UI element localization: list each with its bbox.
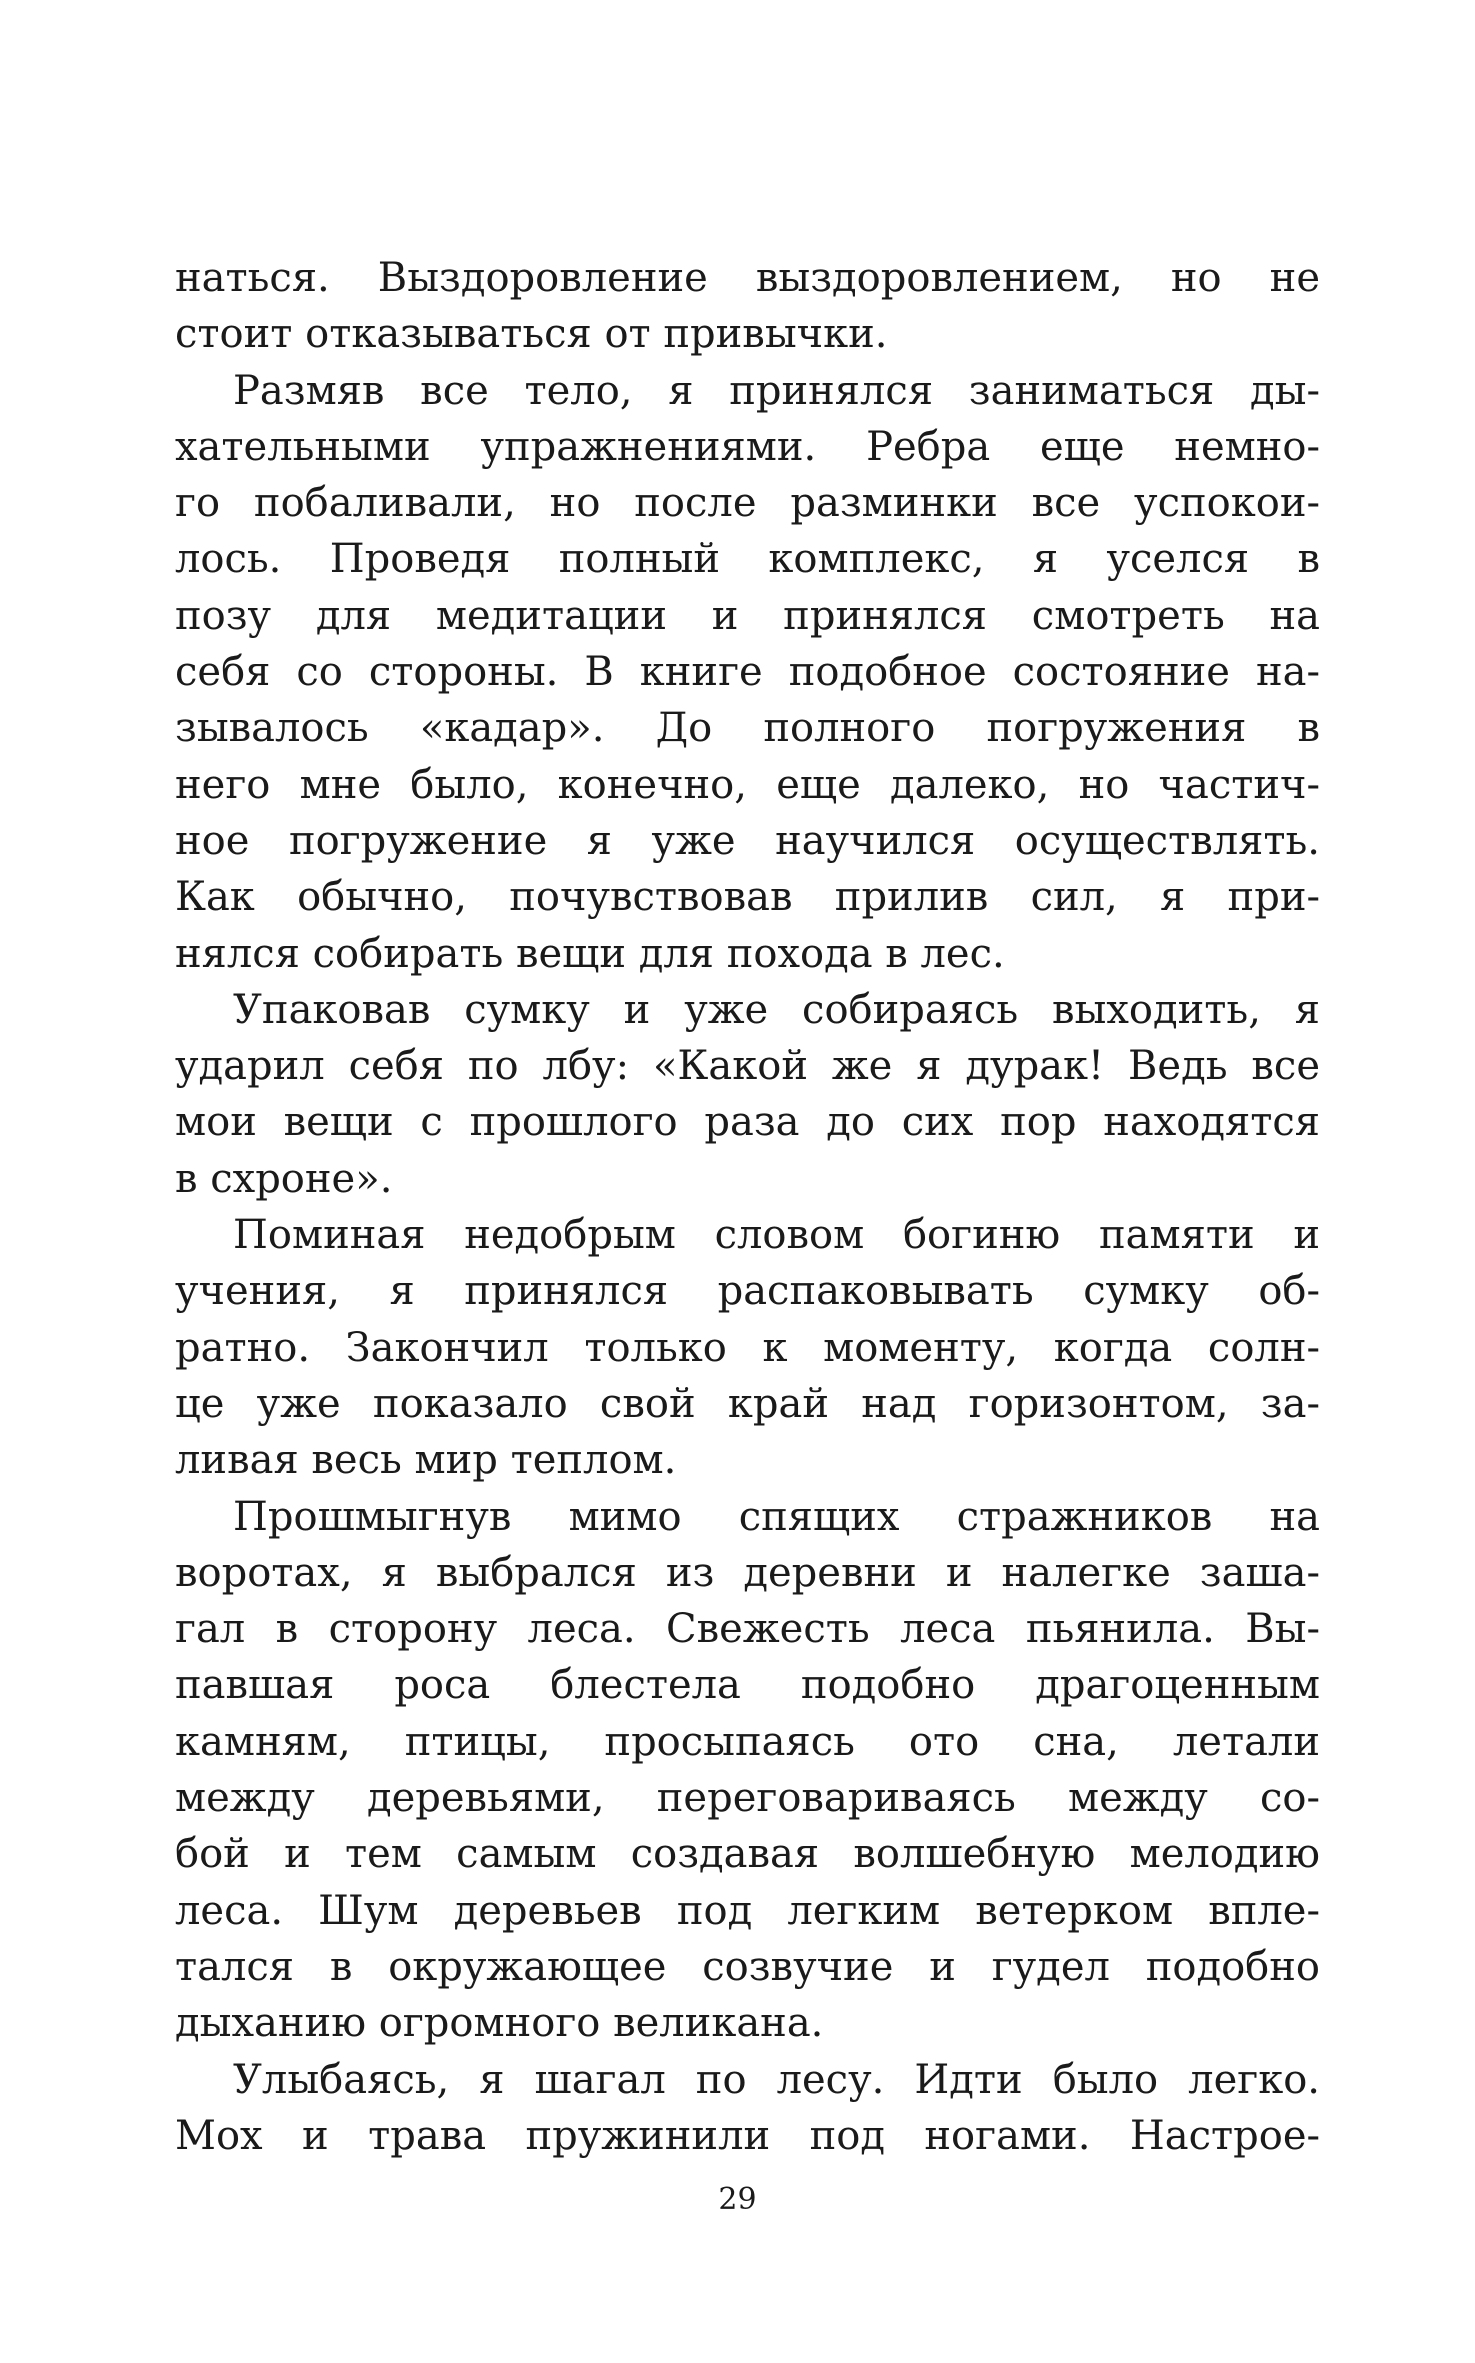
text-line: бой и тем самым создавая волшебную мелодию — [175, 1831, 1320, 1878]
text-line: Улыбаясь, я шагал по лесу. Идти было легко. — [233, 2056, 1320, 2103]
text-line: ударил себя по лбу: «Какой же я дурак! Ведь все — [175, 1043, 1320, 1090]
text-line: Прошмыгнув мимо спящих стражников на — [233, 1493, 1320, 1540]
text-line: мои вещи с прошлого раза до сих пор находятся — [175, 1099, 1320, 1146]
text-line: камням, птицы, просыпаясь ото сна, летали — [175, 1718, 1320, 1765]
text-line: позу для медитации и принялся смотреть на — [175, 592, 1320, 639]
text-line: павшая роса блестела подобно драгоценным — [175, 1662, 1320, 1709]
text-line: учения, я принялся распаковывать сумку об- — [175, 1268, 1320, 1315]
text-line: между деревьями, переговариваясь между со- — [175, 1775, 1320, 1822]
text-line: ратно. Закончил только к моменту, когда солн- — [175, 1324, 1320, 1371]
text-line: воротах, я выбрался из деревни и налегке зaша- — [175, 1549, 1320, 1596]
text-line: нялся собирать вещи для похода в лес. — [175, 930, 1005, 977]
text-line: дыханию огромного великана. — [175, 2000, 824, 2047]
body-text — [175, 250, 1320, 2164]
text-line: хательными упражнениями. Ребра еще немно- — [175, 423, 1320, 470]
text-line: наться. Выздоровление выздоровлением, но не — [175, 255, 1320, 301]
text-line: Упаковав сумку и уже собираясь выходить, я — [233, 986, 1320, 1033]
text-line: в схроне». — [175, 1155, 393, 1202]
text-line: Размяв все тело, я принялся заниматься ды- — [233, 367, 1320, 414]
text-line: стоит отказываться от привычки. — [175, 311, 888, 358]
text-line: леса. Шум деревьев под легким ветерком впле- — [175, 1887, 1320, 1934]
text-line: зывалось «кадар». До полного погружения в — [175, 705, 1320, 752]
text-line: го побаливали, но после разминки все успокои- — [175, 480, 1320, 527]
text-line: него мне было, конечно, еще далеко, но частич- — [175, 761, 1320, 808]
text-line: себя со стороны. В книге подобное состояние на- — [175, 649, 1320, 696]
text-line: Поминая недобрым словом богиню памяти и — [233, 1212, 1320, 1259]
text-line: Как обычно, почувствовав прилив сил, я при- — [175, 874, 1320, 921]
text-line: ливая весь мир теплом. — [175, 1437, 677, 1484]
text-line: тался в окружающее созвучие и гудел подобно — [175, 1943, 1320, 1990]
page-number: 29 — [718, 2182, 757, 2217]
text-line: лось. Проведя полный комплекс, я уселся в — [175, 536, 1320, 583]
text-line: гал в сторону леса. Свежесть леса пьянила. Вы- — [175, 1606, 1320, 1653]
text-line: Мох и трава пружинили под ногами. Настрое- — [175, 2112, 1320, 2159]
text-line: це уже показало свой край над горизонтом, за- — [175, 1380, 1320, 1427]
text-line: ное погружение я уже научился осуществлять. — [175, 817, 1320, 864]
